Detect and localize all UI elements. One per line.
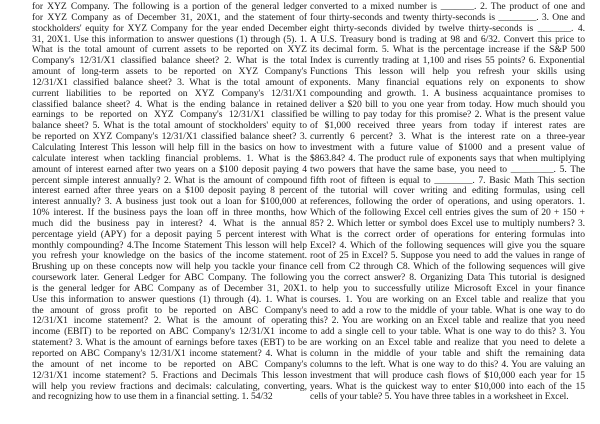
text-line: Brushing up on these concepts now will help you tackle your finance — [32, 262, 307, 273]
text-line: balance sheet? 5. What is the total amount of stockholders' equity to — [32, 121, 307, 132]
text-line: investment with a future value of $1000 and a present value of — [310, 142, 585, 153]
text-line: cell from C2 through C8. Which of the following sequences will give — [310, 262, 585, 273]
text-line: Which of the following Excel cell entries gives the sum of 20 + 150 + — [310, 208, 585, 219]
text-line: calculate interest when tackling financial problems. 1. What is the — [32, 153, 307, 164]
text-line: amount of long-term assets to be reported on XYZ Company's — [32, 67, 307, 78]
text-line: the amount of gross profit to be reported on ABC Company's — [32, 305, 307, 316]
text-line: much did the business pay in interest? 4. What is the annual — [32, 218, 307, 229]
text-line: eight thirty-seconds divided by twelve thirty-seconds is _______. 4. — [310, 23, 585, 34]
text-line: income (EBIT) to be reported on ABC Company's 12/31/X1 income — [32, 327, 307, 338]
text-line: 85? 2. Which letter or symbol does Excel use to multiply numbers? 3. — [310, 218, 585, 229]
text-line: you refresh your knowledge on the basics of the income statement. — [32, 251, 307, 262]
left-text-column — [32, 2, 307, 403]
text-line: investment that will produce cash flows of $10,000 each year for 15 — [310, 370, 585, 381]
text-line: current liabilities to be reported on XYZ Company's 12/31/X1 — [32, 88, 307, 99]
text-line: classified balance sheet? 4. What is the ending balance in retained — [32, 99, 307, 110]
text-line: converted to a mixed number is _______. 2. The product of one and — [310, 2, 585, 12]
text-line: be reported on XYZ Company's 12/31/X1 classified balance sheet? 3. — [32, 132, 307, 143]
right-text-column — [310, 2, 585, 403]
text-line: coursework later. General Ledger for ABC Company. The following — [32, 273, 307, 284]
text-line: are working on an Excel table and realize that you need to delete a — [310, 338, 585, 349]
text-line: What is the correct order of operations for entering formulas into — [310, 229, 585, 240]
text-line: years. What is the quickest way to enter $10,000 into each of the 15 — [310, 381, 585, 392]
text-line: interest annually? 3. A business just took out a loan for $100,000 at — [32, 197, 307, 208]
text-line: Functions This lesson will help you refresh your skills using — [310, 67, 585, 78]
text-line: this? 2. You are working on an Excel table and realize that you need — [310, 316, 585, 327]
text-line: 31, 20X1. Use this information to answer questions (1) through (5). 1. — [32, 34, 307, 45]
text-line: the amount of net income to be reported on ABC Company's — [32, 359, 307, 370]
text-line: cells of your table? 5. You have three tables in a worksheet in Excel. — [310, 391, 569, 403]
text-line: monthly compounding? 4.The Income Statement This lesson will help — [32, 240, 307, 251]
text-line: courses. 1. You are working on an Excel table and realize that you — [310, 294, 585, 305]
text-line: 12/31/X1 income statement? 5. Fractions and Decimals This lesson — [32, 370, 307, 381]
text-line: two powers that have the same base, you need to _________. 5. The — [310, 164, 585, 175]
text-line: is the general ledger for ABC Company as of December 31, 20X1. — [32, 283, 307, 294]
text-line: exponents. Many financial equations rely on exponents to show — [310, 77, 585, 88]
text-line: fifth root of fifteen is equal to ________. 7. Basic Math This section — [310, 175, 585, 186]
text-line: for XYZ Company. The following is a portion of the general ledger — [32, 2, 307, 12]
text-line: currently 6 percent? 3. What is the interest rate on a three-year — [310, 132, 585, 143]
text-line: and recognizing how to use them in a financial setting. 1. 54/32 — [32, 391, 273, 403]
text-line: need to add a row to the middle of your table. What is one way to do — [310, 305, 585, 316]
text-line: interest earned after three years on a $100 deposit paying 8 percent — [32, 186, 307, 197]
text-line: to add a single cell to your table. What is one way to do this? 3. You — [310, 327, 585, 338]
text-line: What is the total amount of current assets to be reported on XYZ — [32, 45, 307, 56]
text-line: percent simple interest annually? 2. What is the amount of compound — [32, 175, 307, 186]
text-line: Calculating Interest This lesson will help fill in the basics on how to — [32, 142, 307, 153]
text-line: you the correct answer? 8. Organizing Data This tutorial is designed — [310, 273, 585, 284]
text-line: 10% interest. If the business pays the loan off in three months, how — [32, 208, 307, 219]
text-line: of $1,000 received three years from today if interest rates are — [310, 121, 585, 132]
text-line: earnings to be reported on XYZ Company's 12/31/X1 classified — [32, 110, 307, 121]
text-line: 12/31/X1 income statement? 2. What is the amount of operating — [32, 316, 307, 327]
text-line: statement? 3. What is the amount of earnings before taxes (EBT) to be — [32, 338, 307, 349]
text-line: Company's 12/31/X1 classified balance sheet? 2. What is the total — [32, 56, 307, 67]
text-line: Excel? 4. Which of the following sequences will give you the square — [310, 240, 585, 251]
text-line: stockholders' equity for XYZ Company for the year ended December — [32, 23, 307, 34]
text-line: will help you review fractions and decimals: calculating, converting, — [32, 381, 307, 392]
text-line: $863.84? 4. The product rule of exponents says that when multiplying — [310, 153, 585, 164]
text-line: A U.S. Treasury bond is trading at 98 and 6/32. Convert this price to — [310, 34, 585, 45]
text-line: for XYZ Company as of December 31, 20X1, and the statement of — [32, 12, 307, 23]
text-line: to help you to successfully utilize Microsoft Excel in your finance — [310, 283, 585, 294]
text-line: references, following the order of operations, and using operators. 1. — [310, 197, 585, 208]
text-line: deliver a $20 bill to you one year from today. How much should you — [310, 99, 585, 110]
text-line: 12/31/X1 classified balance sheet? 3. What is the total amount of — [32, 77, 307, 88]
text-line: compounding and growth. 1. A business acquaintance promises to — [310, 88, 585, 99]
text-line: its decimal form. 5. What is the percentage increase if the S&P 500 — [310, 45, 585, 56]
text-line: Use this information to answer questions (1) through (4). 1. What is — [32, 294, 307, 305]
text-line: amount of interest earned after two years on a $100 deposit paying 4 — [32, 164, 307, 175]
text-line: root of 25 in Excel? 5. Suppose you need to add the values in range of — [310, 251, 585, 262]
text-line: reported on ABC Company's 12/31/X1 income statement? 4. What is — [32, 349, 307, 359]
text-line: four thirty-seconds and twenty thirty-seconds is ________. 3. One and — [310, 12, 585, 23]
text-line: be willing to pay today for this promise? 2. What is the present value — [310, 110, 585, 121]
text-line: Index is currently trading at 1,100 and rises 55 points? 6. Exponential — [310, 56, 585, 67]
text-line: column in the middle of your table and shift the remaining data — [310, 349, 585, 359]
text-line: of the tutorial will cover writing and editing formulas, using cell — [310, 186, 585, 197]
text-line: columns to the left. What is one way to do this? 4. You are valuing an — [310, 359, 585, 370]
text-line: percentage yield (APY) for a deposit paying 5 percent interest with — [32, 229, 307, 240]
